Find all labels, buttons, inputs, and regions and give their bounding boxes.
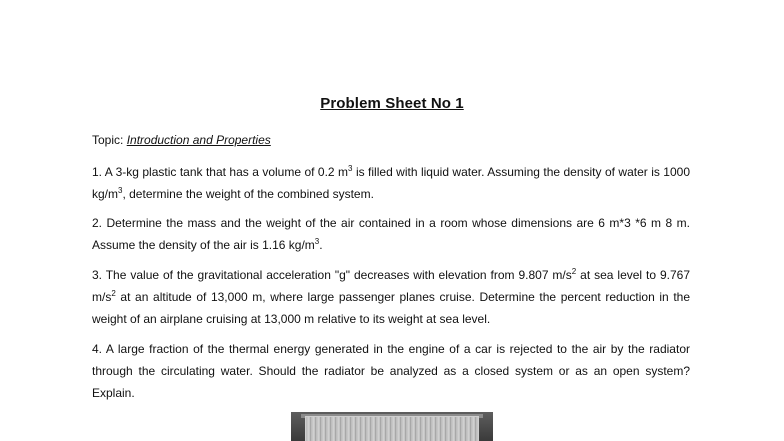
problem-4	[92, 338, 690, 404]
problem-1-text-a: 1. A 3-kg plastic tank that has a volume of 0.2 m	[92, 165, 349, 179]
problem-1-text-c: , determine the weight of the combined system.	[122, 187, 374, 201]
problem-1-text-b: is filled with liquid water. Assuming the density of water is 1000 kg/m	[92, 165, 691, 201]
topic-value: Introduction and Properties	[126, 133, 271, 147]
problem-2	[92, 212, 690, 256]
problem-3-text-a: 3. The value of the gravitational acceleration "g" decreases with elevation from 9.807 m/s	[92, 268, 572, 282]
problem-3-sup-1: 2	[571, 267, 577, 276]
radiator-photo	[291, 412, 493, 441]
problem-1-sup-1: 3	[348, 164, 353, 173]
problem-3	[92, 264, 690, 330]
problem-3-text-c: at an altitude of 13,000 m, where large passenger planes cruise. Determine the percent reduction in the weight of an airplane cruising at 13,000 m relative to its weight at sea level.	[92, 290, 690, 326]
radiator-photo-fins	[305, 416, 479, 441]
problem-2-sup-1: 3	[314, 237, 320, 246]
topic-line	[92, 133, 271, 147]
problem-3-sup-2: 2	[111, 289, 116, 298]
problem-3-text-b: at sea level to 9.767 m/s	[92, 268, 691, 304]
topic-label: Topic:	[92, 133, 127, 147]
problem-2-text-a: 2. Determine the mass and the weight of the air contained in a room whose dimensions are 6 m*3 *6 m 8 m. Assume the density of the air is 1.16 kg/m	[92, 216, 690, 252]
page-title: Problem Sheet No 1	[320, 95, 464, 112]
problem-4-text-a: 4. A large fraction of the thermal energy generated in the engine of a car is rejected to the air by the radiator through the circulating water. Should the radiator be analyzed as a closed system or as an open system? Explain.	[92, 342, 690, 400]
problem-1-sup-2: 3	[118, 186, 123, 195]
problem-1	[92, 161, 690, 205]
problem-2-text-b: .	[319, 238, 323, 252]
